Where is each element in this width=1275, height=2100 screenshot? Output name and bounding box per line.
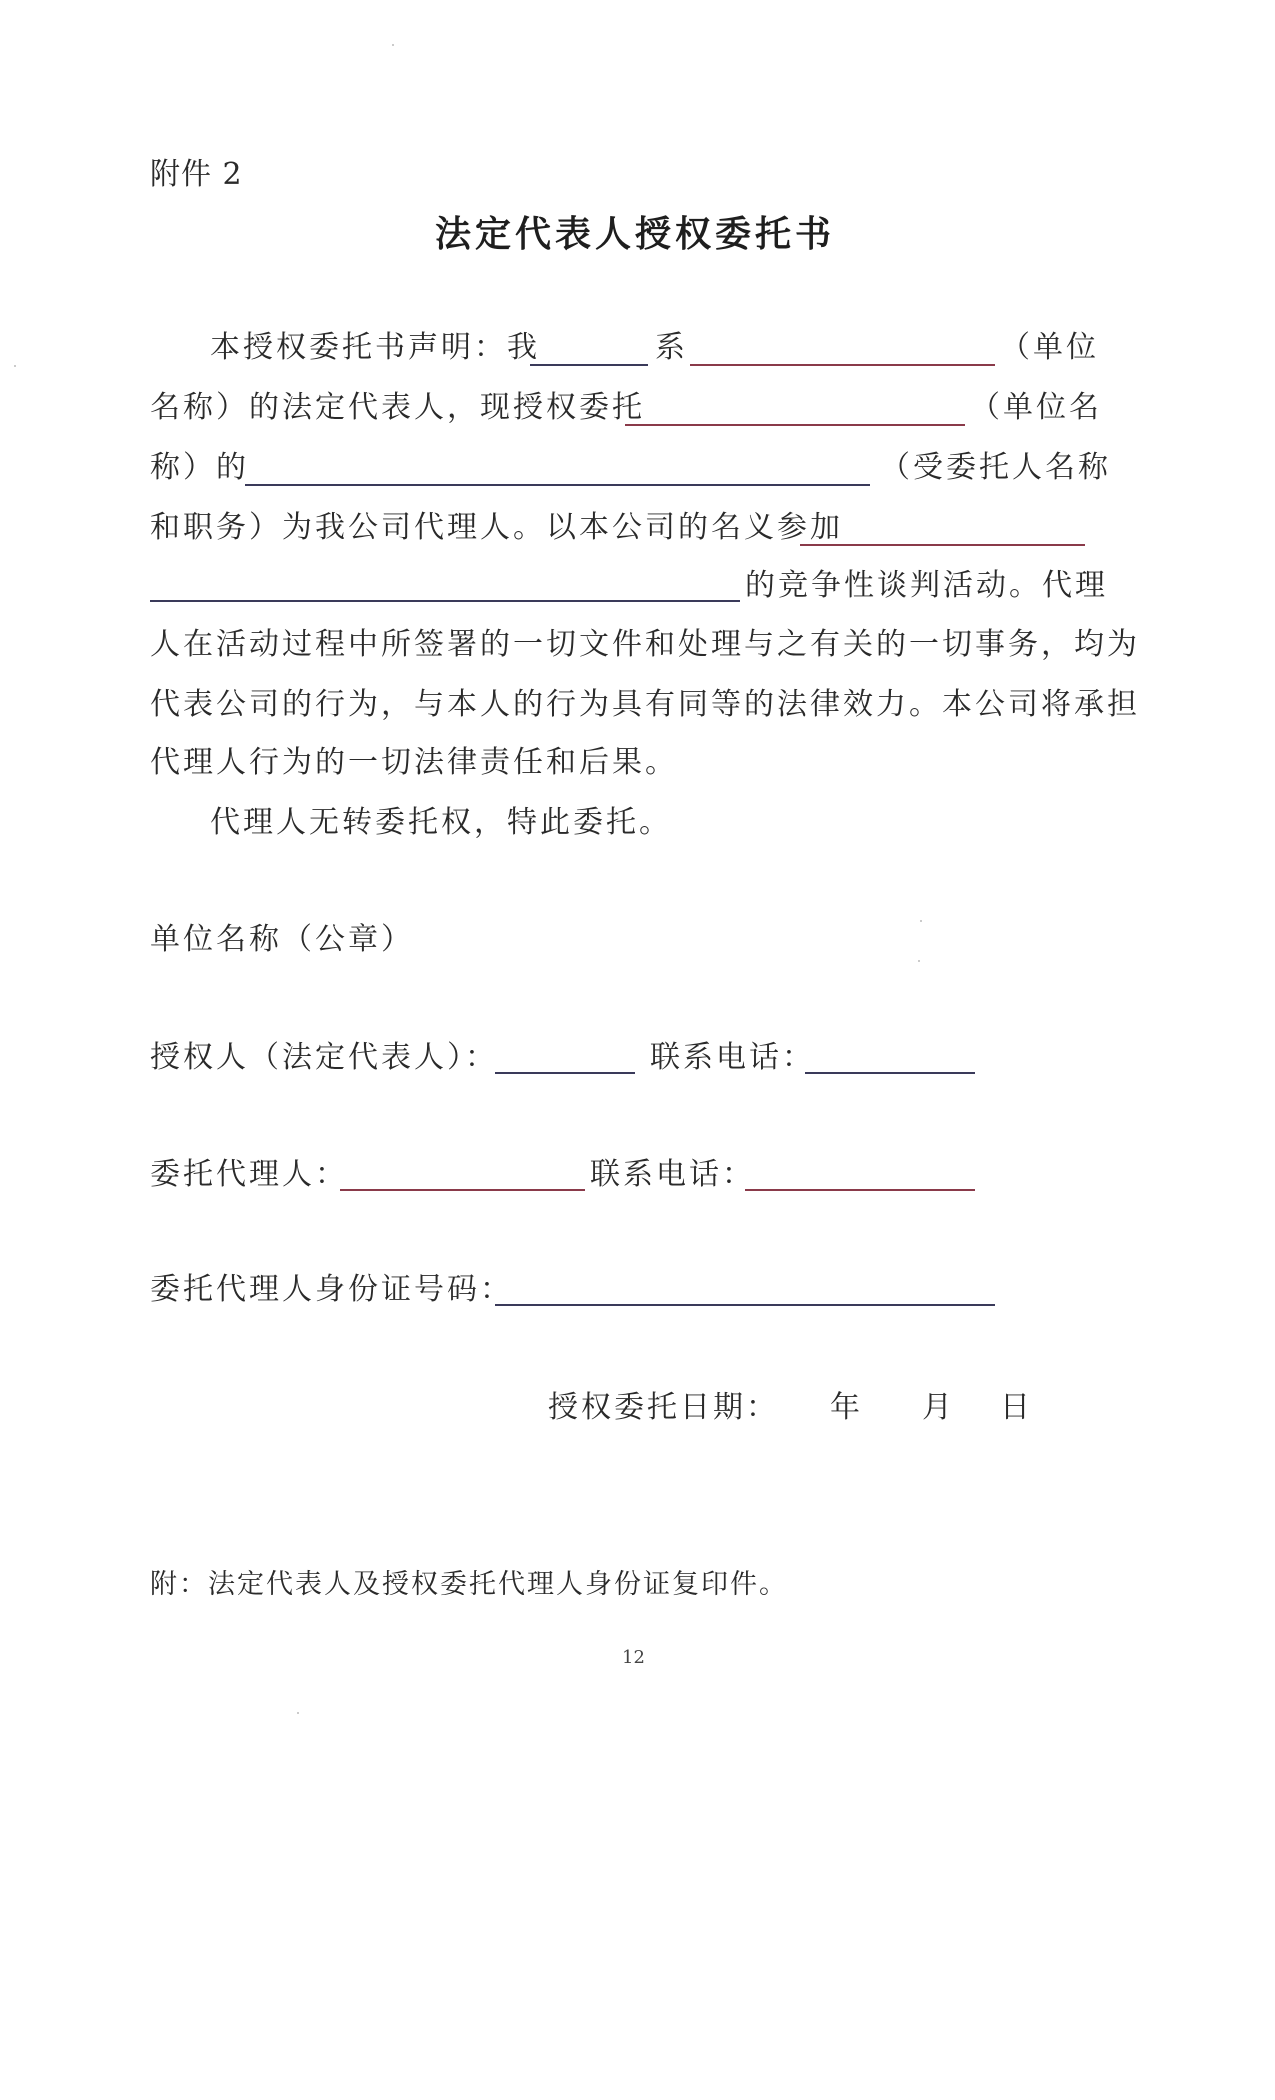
- body-line2-text-b: （单位名: [970, 390, 1102, 425]
- agent-id-blank[interactable]: [495, 1304, 995, 1306]
- body-line5-text-a: 的竞争性谈判活动。代理: [745, 568, 1108, 603]
- date-month: 月: [922, 1390, 955, 1425]
- body-line1-text-a: 本授权委托书声明：我: [210, 330, 540, 365]
- body-line3-text-b: （受委托人名称: [880, 450, 1111, 485]
- scan-speck: [392, 44, 394, 46]
- authorizer-blank[interactable]: [495, 1072, 635, 1074]
- agent-id-label: 委托代理人身份证号码：: [150, 1272, 513, 1307]
- legal-rep-name-blank[interactable]: [530, 364, 648, 366]
- agent-blank[interactable]: [340, 1189, 585, 1191]
- scan-speck: [918, 960, 920, 962]
- unit-name-blank-2[interactable]: [625, 424, 965, 426]
- authorizer-label: 授权人（法定代表人）：: [150, 1040, 498, 1075]
- scan-speck: [14, 365, 16, 367]
- body-line8: 代理人行为的一切法律责任和后果。: [150, 745, 678, 780]
- body-line3-text-a: 称）的: [150, 450, 249, 485]
- body-line4-text-a: 和职务）为我公司代理人。以本公司的名义参加: [150, 510, 843, 545]
- footnote: 附：法定代表人及授权委托代理人身份证复印件。: [150, 1569, 788, 1600]
- body-line2-text-a: 名称）的法定代表人，现授权委托: [150, 390, 645, 425]
- agent-label: 委托代理人：: [150, 1157, 348, 1192]
- date-label: 授权委托日期：: [548, 1390, 779, 1425]
- body-line6: 人在活动过程中所签署的一切文件和处理与之有关的一切事务，均为: [150, 627, 1140, 662]
- body-line7: 代表公司的行为，与本人的行为具有同等的法律效力。本公司将承担: [150, 687, 1140, 722]
- page-title: 法定代表人授权委托书: [435, 213, 836, 255]
- attachment-label: 附件 2: [150, 157, 243, 192]
- agent-phone-blank[interactable]: [745, 1189, 975, 1191]
- date-year: 年: [830, 1390, 863, 1425]
- agent-name-title-blank[interactable]: [245, 484, 870, 486]
- body-line1-text-c: （单位: [1000, 330, 1099, 365]
- unit-name-seal-label: 单位名称（公章）: [150, 922, 414, 957]
- project-name-blank-2[interactable]: [150, 600, 740, 602]
- body-line1-text-b: 系: [655, 330, 688, 365]
- body-line9: 代理人无转委托权，特此委托。: [210, 805, 672, 840]
- authorizer-phone-blank[interactable]: [805, 1072, 975, 1074]
- page-number: 12: [622, 1647, 645, 1668]
- phone-label-1: 联系电话：: [650, 1040, 815, 1075]
- scan-speck: [297, 1712, 299, 1714]
- project-name-blank-1[interactable]: [800, 544, 1085, 546]
- date-day: 日: [1000, 1390, 1033, 1425]
- phone-label-2: 联系电话：: [590, 1157, 755, 1192]
- unit-name-blank-1[interactable]: [690, 364, 995, 366]
- scan-speck: [920, 920, 922, 922]
